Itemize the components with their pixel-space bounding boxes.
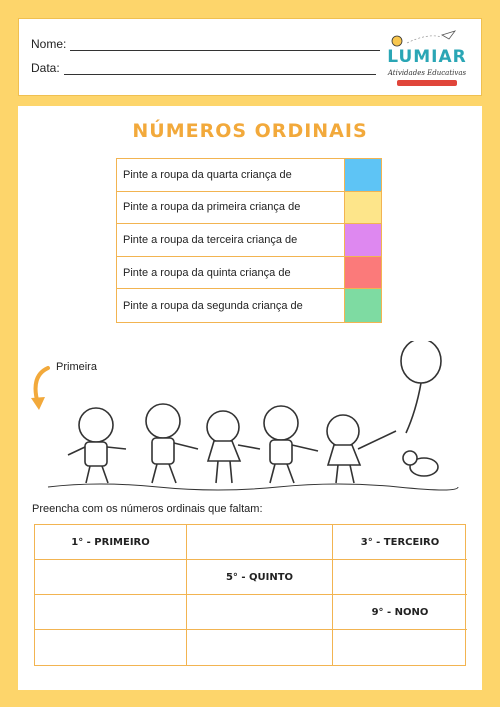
task-text: Pinte a roupa da quarta criança de (117, 159, 345, 191)
name-label: Nome: (31, 37, 67, 51)
header-box (18, 18, 482, 96)
ordinal-cell[interactable] (35, 630, 187, 665)
balloon-icon (401, 341, 441, 383)
task-row (117, 224, 381, 257)
ordinals-table (34, 524, 466, 666)
color-swatch (345, 159, 381, 191)
ordinal-cell[interactable] (35, 595, 187, 630)
color-swatch (345, 224, 381, 256)
ordinal-cell[interactable] (333, 630, 467, 665)
logo-ribbon (397, 80, 457, 86)
color-swatch (345, 192, 381, 224)
task-text: Pinte a roupa da quinta criança de (117, 257, 345, 289)
ordinal-cell[interactable] (187, 525, 333, 560)
page-title: NÚMEROS ORDINAIS (132, 120, 368, 142)
task-row (117, 159, 381, 192)
logo-subtitle: Atividades Educativas (387, 69, 467, 77)
name-field[interactable] (70, 41, 380, 51)
ordinal-cell: 9° - NONO (333, 595, 467, 630)
ordinal-cell[interactable] (333, 560, 467, 595)
worksheet (18, 106, 482, 690)
ordinal-cell[interactable] (35, 560, 187, 595)
task-row (117, 257, 381, 290)
date-field[interactable] (64, 65, 376, 75)
pointer-label: Primeira (56, 361, 97, 373)
lightbulb-plane-icon (387, 29, 467, 49)
date-label: Data: (31, 61, 60, 75)
ordinal-cell[interactable] (187, 595, 333, 630)
color-swatch (345, 257, 381, 289)
date-line (31, 61, 376, 75)
name-line (31, 37, 380, 51)
ordinal-cell: 1° - PRIMEIRO (35, 525, 187, 560)
task-table (116, 158, 382, 323)
fill-instructions: Preencha com os números ordinais que faltam: (32, 503, 263, 515)
ordinal-cell: 5° - QUINTO (187, 560, 333, 595)
ordinal-cell[interactable] (187, 630, 333, 665)
task-text: Pinte a roupa da segunda criança de (117, 289, 345, 322)
curved-arrow-icon (28, 364, 56, 412)
lumiar-logo (387, 29, 467, 91)
task-row (117, 289, 381, 322)
task-text: Pinte a roupa da primeira criança de (117, 192, 345, 224)
color-swatch (345, 289, 381, 322)
task-text: Pinte a roupa da terceira criança de (117, 224, 345, 256)
children-illustration (38, 341, 468, 491)
ordinal-cell: 3° - TERCEIRO (333, 525, 467, 560)
task-row (117, 192, 381, 225)
logo-title: LUMIAR (387, 47, 467, 67)
